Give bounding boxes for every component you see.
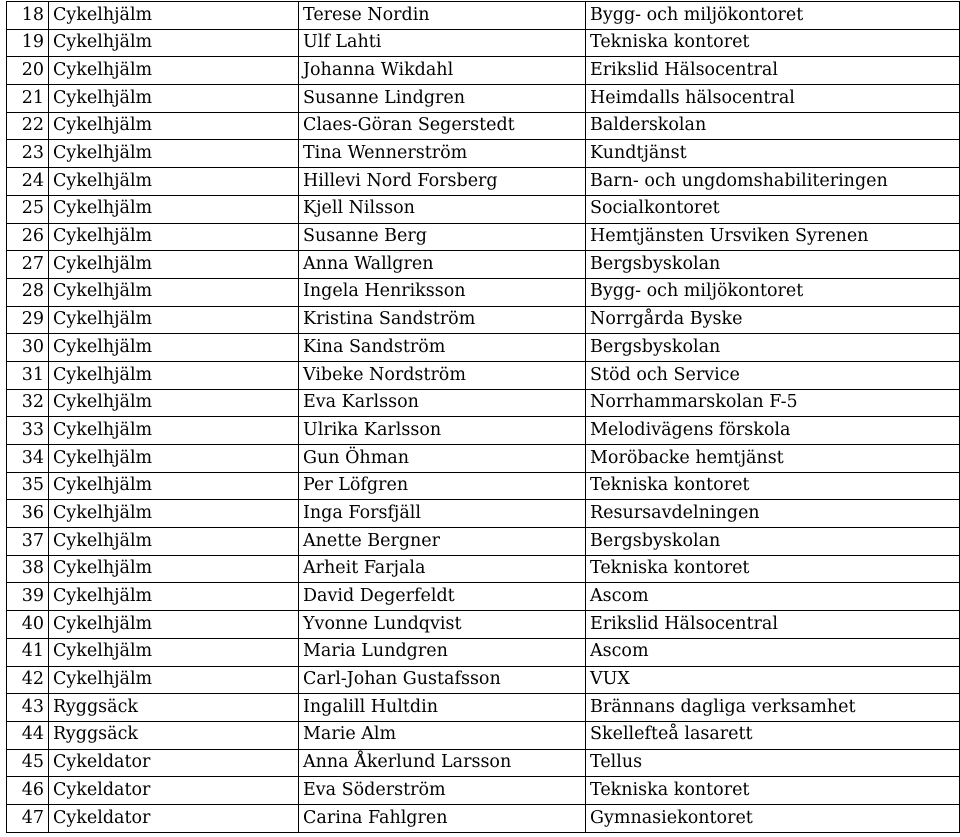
prize-cell: Cykelhjälm	[49, 306, 299, 334]
table-row	[7, 140, 960, 168]
row-number-cell: 35	[7, 472, 49, 500]
workplace-cell: Balderskolan	[586, 112, 960, 140]
person-name-cell: Anna Åkerlund Larsson	[299, 749, 586, 777]
table-row	[7, 472, 960, 500]
person-name-cell: Terese Nordin	[299, 2, 586, 30]
row-number-cell: 42	[7, 666, 49, 694]
table-row	[7, 306, 960, 334]
workplace-cell: Kundtjänst	[586, 140, 960, 168]
person-name-cell: Ingalill Hultdin	[299, 694, 586, 722]
person-name-cell: Eva Karlsson	[299, 389, 586, 417]
prize-cell: Cykelhjälm	[49, 611, 299, 639]
row-number-cell: 20	[7, 57, 49, 85]
row-number-cell: 39	[7, 583, 49, 611]
row-number-cell: 38	[7, 555, 49, 583]
prize-cell: Cykeldator	[49, 804, 299, 832]
workplace-cell: Tekniska kontoret	[586, 777, 960, 805]
table-row	[7, 195, 960, 223]
workplace-cell: Tekniska kontoret	[586, 472, 960, 500]
person-name-cell: Maria Lundgren	[299, 638, 586, 666]
prize-cell: Cykelhjälm	[49, 666, 299, 694]
table-row	[7, 445, 960, 473]
prize-cell: Cykelhjälm	[49, 223, 299, 251]
row-number-cell: 21	[7, 85, 49, 113]
table-row	[7, 389, 960, 417]
person-name-cell: Anna Wallgren	[299, 251, 586, 279]
row-number-cell: 43	[7, 694, 49, 722]
workplace-cell: Socialkontoret	[586, 195, 960, 223]
person-name-cell: Carl-Johan Gustafsson	[299, 666, 586, 694]
row-number-cell: 30	[7, 334, 49, 362]
workplace-cell: Erikslid Hälsocentral	[586, 611, 960, 639]
table-row	[7, 2, 960, 30]
person-name-cell: Kristina Sandström	[299, 306, 586, 334]
workplace-cell: Hemtjänsten Ursviken Syrenen	[586, 223, 960, 251]
prize-cell: Cykelhjälm	[49, 334, 299, 362]
person-name-cell: Yvonne Lundqvist	[299, 611, 586, 639]
table-row	[7, 223, 960, 251]
person-name-cell: Susanne Berg	[299, 223, 586, 251]
table-row	[7, 85, 960, 113]
row-number-cell: 27	[7, 251, 49, 279]
workplace-cell: Bergsbyskolan	[586, 251, 960, 279]
table-row	[7, 804, 960, 832]
person-name-cell: Eva Söderström	[299, 777, 586, 805]
workplace-cell: Heimdalls hälsocentral	[586, 85, 960, 113]
row-number-cell: 45	[7, 749, 49, 777]
prize-cell: Cykelhjälm	[49, 555, 299, 583]
table-row	[7, 417, 960, 445]
table-row	[7, 334, 960, 362]
workplace-cell: Stöd och Service	[586, 361, 960, 389]
workplace-cell: Erikslid Hälsocentral	[586, 57, 960, 85]
row-number-cell: 37	[7, 528, 49, 556]
person-name-cell: Claes-Göran Segerstedt	[299, 112, 586, 140]
row-number-cell: 29	[7, 306, 49, 334]
row-number-cell: 32	[7, 389, 49, 417]
table-row	[7, 555, 960, 583]
workplace-cell: Norrgårda Byske	[586, 306, 960, 334]
table-row	[7, 777, 960, 805]
workplace-cell: Bergsbyskolan	[586, 334, 960, 362]
person-name-cell: Vibeke Nordström	[299, 361, 586, 389]
prize-cell: Cykelhjälm	[49, 29, 299, 57]
prize-cell: Cykelhjälm	[49, 472, 299, 500]
row-number-cell: 23	[7, 140, 49, 168]
prize-cell: Cykelhjälm	[49, 85, 299, 113]
workplace-cell: Moröbacke hemtjänst	[586, 445, 960, 473]
row-number-cell: 46	[7, 777, 49, 805]
workplace-cell: Tellus	[586, 749, 960, 777]
table-row	[7, 694, 960, 722]
table-row	[7, 500, 960, 528]
workplace-cell: Resursavdelningen	[586, 500, 960, 528]
workplace-cell: Melodivägens förskola	[586, 417, 960, 445]
prize-cell: Cykelhjälm	[49, 445, 299, 473]
prize-cell: Cykelhjälm	[49, 2, 299, 30]
row-number-cell: 25	[7, 195, 49, 223]
prize-cell: Cykelhjälm	[49, 361, 299, 389]
person-name-cell: Johanna Wikdahl	[299, 57, 586, 85]
table-row	[7, 361, 960, 389]
person-name-cell: Marie Alm	[299, 721, 586, 749]
table-row	[7, 583, 960, 611]
table-row	[7, 278, 960, 306]
workplace-cell: Ascom	[586, 638, 960, 666]
person-name-cell: Kina Sandström	[299, 334, 586, 362]
table-row	[7, 721, 960, 749]
row-number-cell: 28	[7, 278, 49, 306]
prize-cell: Cykeldator	[49, 777, 299, 805]
workplace-cell: VUX	[586, 666, 960, 694]
person-name-cell: Carina Fahlgren	[299, 804, 586, 832]
workplace-cell: Bergsbyskolan	[586, 528, 960, 556]
workplace-cell: Ascom	[586, 583, 960, 611]
winners-table-body	[7, 2, 960, 833]
winners-table	[6, 1, 960, 833]
row-number-cell: 18	[7, 2, 49, 30]
person-name-cell: Arheit Farjala	[299, 555, 586, 583]
prize-cell: Cykelhjälm	[49, 278, 299, 306]
prize-cell: Cykelhjälm	[49, 112, 299, 140]
person-name-cell: Anette Bergner	[299, 528, 586, 556]
workplace-cell: Brännans dagliga verksamhet	[586, 694, 960, 722]
row-number-cell: 41	[7, 638, 49, 666]
table-row	[7, 168, 960, 196]
person-name-cell: Ulf Lahti	[299, 29, 586, 57]
row-number-cell: 22	[7, 112, 49, 140]
prize-cell: Cykelhjälm	[49, 417, 299, 445]
workplace-cell: Skellefteå lasarett	[586, 721, 960, 749]
prize-cell: Cykelhjälm	[49, 583, 299, 611]
person-name-cell: Per Löfgren	[299, 472, 586, 500]
row-number-cell: 26	[7, 223, 49, 251]
row-number-cell: 34	[7, 445, 49, 473]
workplace-cell: Bygg- och miljökontoret	[586, 2, 960, 30]
prize-cell: Ryggsäck	[49, 721, 299, 749]
person-name-cell: Hillevi Nord Forsberg	[299, 168, 586, 196]
prize-cell: Cykelhjälm	[49, 251, 299, 279]
person-name-cell: Kjell Nilsson	[299, 195, 586, 223]
table-row	[7, 528, 960, 556]
table-row	[7, 611, 960, 639]
person-name-cell: Tina Wennerström	[299, 140, 586, 168]
workplace-cell: Barn- och ungdomshabiliteringen	[586, 168, 960, 196]
row-number-cell: 44	[7, 721, 49, 749]
row-number-cell: 33	[7, 417, 49, 445]
prize-cell: Cykelhjälm	[49, 195, 299, 223]
table-row	[7, 749, 960, 777]
prize-cell: Ryggsäck	[49, 694, 299, 722]
row-number-cell: 36	[7, 500, 49, 528]
person-name-cell: Susanne Lindgren	[299, 85, 586, 113]
table-row	[7, 29, 960, 57]
table-row	[7, 638, 960, 666]
prize-cell: Cykeldator	[49, 749, 299, 777]
person-name-cell: Inga Forsfjäll	[299, 500, 586, 528]
prize-cell: Cykelhjälm	[49, 168, 299, 196]
person-name-cell: Gun Öhman	[299, 445, 586, 473]
person-name-cell: David Degerfeldt	[299, 583, 586, 611]
row-number-cell: 31	[7, 361, 49, 389]
table-row	[7, 57, 960, 85]
workplace-cell: Bygg- och miljökontoret	[586, 278, 960, 306]
prize-cell: Cykelhjälm	[49, 638, 299, 666]
table-row	[7, 251, 960, 279]
prize-cell: Cykelhjälm	[49, 528, 299, 556]
workplace-cell: Gymnasiekontoret	[586, 804, 960, 832]
person-name-cell: Ulrika Karlsson	[299, 417, 586, 445]
table-row	[7, 666, 960, 694]
row-number-cell: 24	[7, 168, 49, 196]
prize-cell: Cykelhjälm	[49, 389, 299, 417]
workplace-cell: Tekniska kontoret	[586, 555, 960, 583]
row-number-cell: 40	[7, 611, 49, 639]
row-number-cell: 19	[7, 29, 49, 57]
table-row	[7, 112, 960, 140]
prize-cell: Cykelhjälm	[49, 500, 299, 528]
workplace-cell: Norrhammarskolan F-5	[586, 389, 960, 417]
prize-cell: Cykelhjälm	[49, 57, 299, 85]
workplace-cell: Tekniska kontoret	[586, 29, 960, 57]
row-number-cell: 47	[7, 804, 49, 832]
person-name-cell: Ingela Henriksson	[299, 278, 586, 306]
prize-cell: Cykelhjälm	[49, 140, 299, 168]
